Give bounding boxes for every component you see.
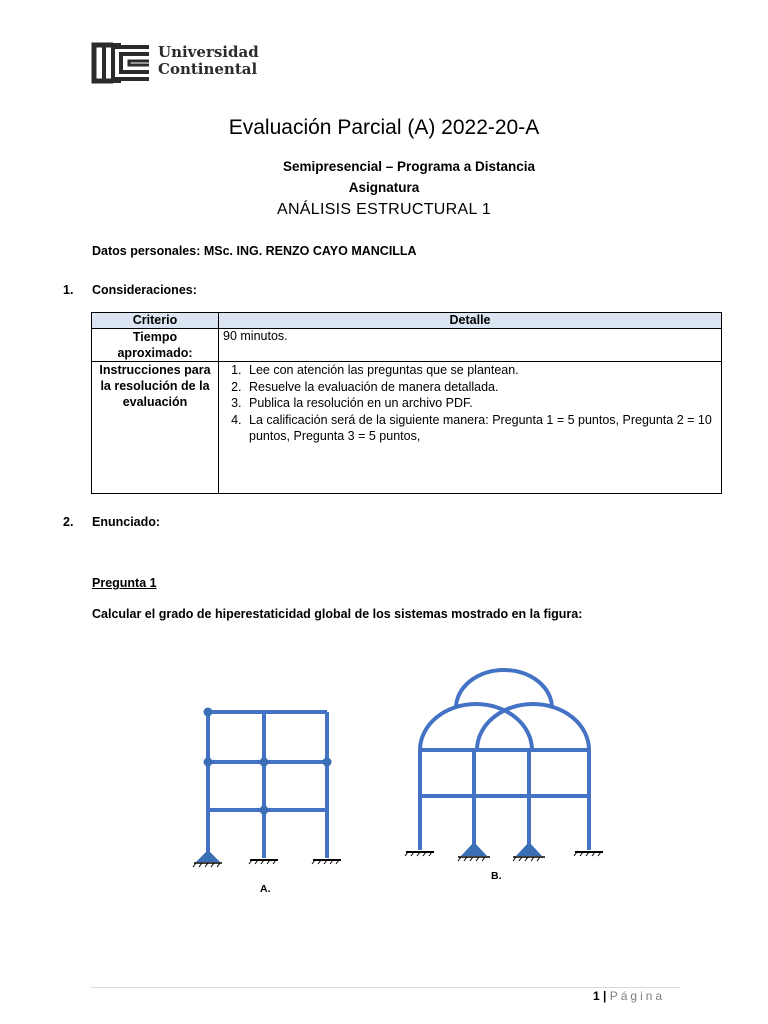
page-footer <box>593 989 665 1003</box>
table-row <box>92 329 722 362</box>
page-title: Evaluación Parcial (A) 2022-20-A <box>228 116 540 139</box>
frame-a-diagram <box>208 712 327 858</box>
section-1-title: Consideraciones: <box>92 283 197 297</box>
section-2-number: 2. <box>63 515 74 529</box>
detail-cell <box>219 362 722 494</box>
personal-data: Datos personales: MSc. ING. RENZO CAYO MANCILLA <box>92 244 417 258</box>
page-separator: | <box>599 989 610 1003</box>
subject-name: ANÁLISIS ESTRUCTURAL 1 <box>276 201 492 218</box>
column-header-criterio: Criterio <box>92 313 219 329</box>
page-number: 1 <box>593 989 600 1003</box>
university-name <box>158 44 259 78</box>
table-row <box>92 362 722 494</box>
figure-caption-b: B. <box>491 870 502 882</box>
column-header-detalle: Detalle <box>219 313 722 329</box>
criteria-table <box>91 312 722 494</box>
subject-label: Asignatura <box>348 180 420 195</box>
program-subtitle: Semipresencial – Programa a Distancia <box>282 159 536 174</box>
criterion-cell: Tiempo aproximado: <box>92 329 219 362</box>
table-header-row <box>92 313 722 329</box>
frame-b-supports <box>405 842 603 861</box>
instructions-list <box>223 362 717 445</box>
university-logo-icon <box>91 42 151 84</box>
structures-figure <box>0 640 768 920</box>
detail-cell: 90 minutos. <box>219 329 722 362</box>
question-1-text: Calcular el grado de hiperestaticidad global de los sistemas mostrado en la figura: <box>92 607 583 621</box>
university-name-line1: Universidad <box>158 43 259 61</box>
pinned-support-icon <box>516 842 542 856</box>
question-1-title: Pregunta 1 <box>92 576 157 590</box>
list-item: 4. La calificación será de la siguiente manera: Pregunta 1 = 5 puntos, Pregunta 2 = 10 puntos, Pregunta 3 = 5 puntos, <box>245 412 717 445</box>
page-label: Página <box>609 989 666 1003</box>
section-2-title: Enunciado: <box>92 515 161 529</box>
frame-a-supports <box>193 850 341 867</box>
list-item: 1. Lee con atención las preguntas que se plantean. <box>245 362 717 379</box>
list-item: 2. Resuelve la evaluación de manera detallada. <box>245 379 717 396</box>
pinned-support-icon <box>461 842 487 856</box>
section-1-number: 1. <box>63 283 74 297</box>
pinned-support-icon <box>196 850 220 862</box>
footer-divider <box>91 987 680 988</box>
list-item: 3. Publica la resolución en un archivo PDF. <box>245 395 717 412</box>
university-name-line2: Continental <box>158 60 258 78</box>
frame-b-diagram <box>420 670 589 850</box>
figure-caption-a: A. <box>260 883 271 895</box>
criterion-cell: Instrucciones para la resolución de la evaluación <box>92 362 219 494</box>
